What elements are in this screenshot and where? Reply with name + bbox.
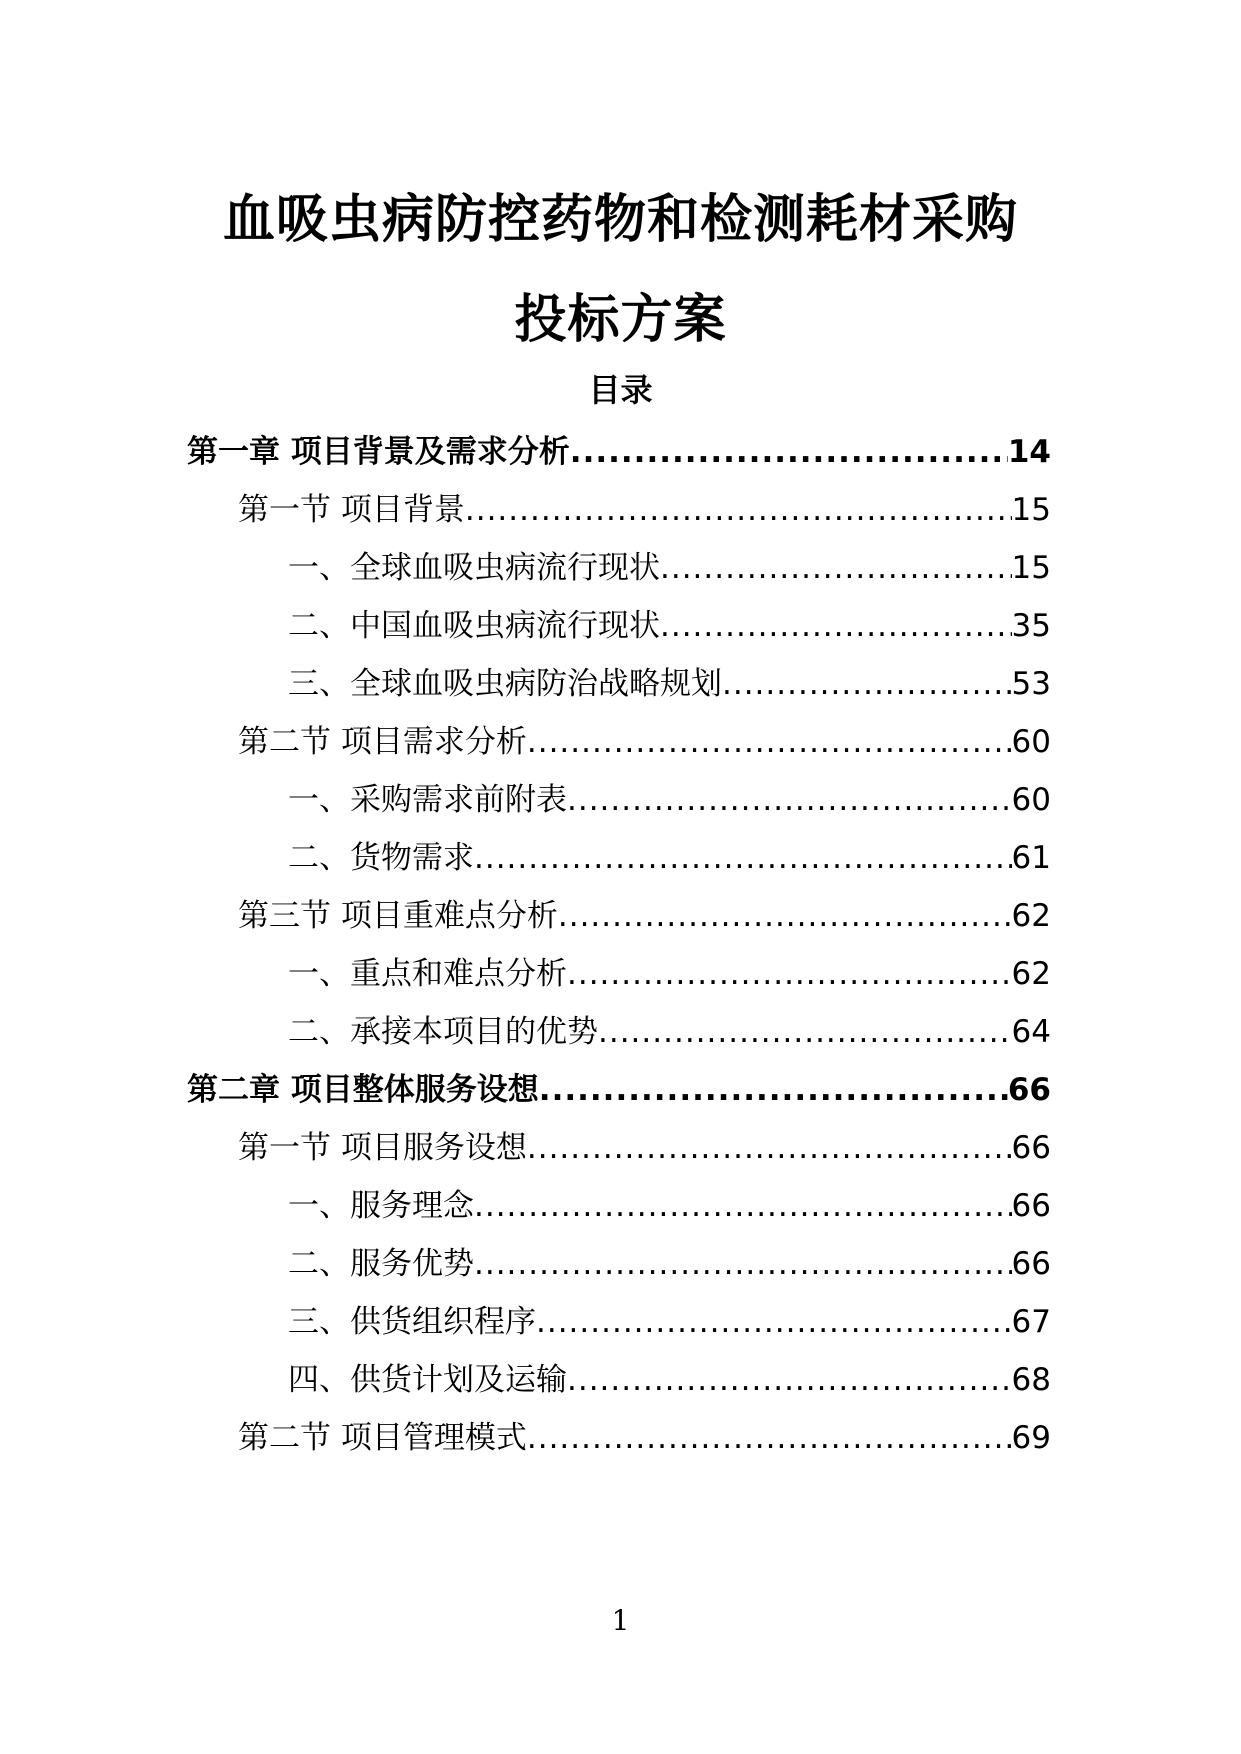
toc-entry-page: 62 bbox=[1011, 956, 1051, 992]
toc-entry-subsection[interactable] bbox=[288, 1354, 1051, 1404]
toc-entry-page: 14 bbox=[1007, 434, 1051, 470]
toc-entry-subsection[interactable] bbox=[288, 1296, 1051, 1346]
document-title-line-2: 投标方案 bbox=[514, 290, 727, 350]
toc-entry-subsection[interactable] bbox=[288, 1180, 1051, 1230]
toc-entry-page: 15 bbox=[1011, 550, 1051, 586]
toc-entry-label: 一、服务理念 bbox=[288, 1188, 474, 1224]
toc-heading: 目录 bbox=[588, 371, 653, 409]
toc-entry-label: 第三节 项目重难点分析 bbox=[238, 898, 558, 934]
toc-dot-leader bbox=[527, 1130, 1012, 1166]
toc-entry-label: 二、中国血吸虫病流行现状 bbox=[288, 608, 660, 644]
toc-entry-chapter[interactable] bbox=[187, 426, 1051, 476]
toc-entry-subsection[interactable] bbox=[288, 1238, 1051, 1288]
toc-entry-subsection[interactable] bbox=[288, 948, 1051, 998]
toc-dot-leader bbox=[527, 1420, 1012, 1456]
toc-dot-leader bbox=[570, 434, 1008, 470]
toc-entry-page: 60 bbox=[1011, 782, 1051, 818]
toc-dot-leader bbox=[722, 666, 1012, 702]
toc-entry-label: 三、全球血吸虫病防治战略规划 bbox=[288, 666, 722, 702]
toc-entry-label: 二、服务优势 bbox=[288, 1246, 474, 1282]
toc-entry-section[interactable] bbox=[238, 1412, 1051, 1462]
toc-dot-leader bbox=[660, 608, 1012, 644]
document-title-line-1: 血吸虫病防控药物和检测耗材采购 bbox=[222, 190, 1018, 250]
toc-entry-label: 第一章 项目背景及需求分析 bbox=[187, 434, 570, 470]
toc-entry-label: 三、供货组织程序 bbox=[288, 1304, 536, 1340]
toc-entry-subsection[interactable] bbox=[288, 600, 1051, 650]
toc-dot-leader bbox=[558, 898, 1012, 934]
toc-entry-label: 第一节 项目背景 bbox=[238, 492, 465, 528]
toc-entry-page: 35 bbox=[1011, 608, 1051, 644]
toc-entry-page: 66 bbox=[1011, 1246, 1051, 1282]
toc-entry-subsection[interactable] bbox=[288, 774, 1051, 824]
toc-entry-page: 68 bbox=[1011, 1362, 1051, 1398]
toc-entry-section[interactable] bbox=[238, 484, 1051, 534]
toc-dot-leader bbox=[567, 1362, 1012, 1398]
toc-entry-label: 一、全球血吸虫病流行现状 bbox=[288, 550, 660, 586]
toc-dot-leader bbox=[536, 1304, 1012, 1340]
toc-entry-page: 15 bbox=[1011, 492, 1051, 528]
toc-dot-leader bbox=[474, 1188, 1012, 1224]
toc-entry-page: 69 bbox=[1011, 1420, 1051, 1456]
toc-entry-section[interactable] bbox=[238, 1122, 1051, 1172]
toc-dot-leader bbox=[527, 724, 1012, 760]
toc-entry-page: 62 bbox=[1011, 898, 1051, 934]
toc-entry-section[interactable] bbox=[238, 890, 1051, 940]
toc-entry-page: 66 bbox=[1007, 1072, 1051, 1108]
toc-entry-subsection[interactable] bbox=[288, 542, 1051, 592]
toc-entry-label: 第二章 项目整体服务设想 bbox=[187, 1072, 539, 1108]
toc-dot-leader bbox=[474, 840, 1012, 876]
toc-entry-label: 第二节 项目需求分析 bbox=[238, 724, 527, 760]
toc-entry-page: 66 bbox=[1011, 1130, 1051, 1166]
toc-dot-leader bbox=[539, 1072, 1008, 1108]
toc-entry-label: 四、供货计划及运输 bbox=[288, 1362, 567, 1398]
page-number: 1 bbox=[611, 1604, 630, 1637]
toc-entry-section[interactable] bbox=[238, 716, 1051, 766]
toc-entry-label: 二、承接本项目的优势 bbox=[288, 1014, 598, 1050]
toc-entry-subsection[interactable] bbox=[288, 1006, 1051, 1056]
toc-dot-leader bbox=[567, 956, 1012, 992]
toc-entry-page: 64 bbox=[1011, 1014, 1051, 1050]
toc-entry-page: 53 bbox=[1011, 666, 1051, 702]
toc-dot-leader bbox=[567, 782, 1012, 818]
toc-entry-label: 第二节 项目管理模式 bbox=[238, 1420, 527, 1456]
toc-dot-leader bbox=[474, 1246, 1012, 1282]
toc-entry-label: 第一节 项目服务设想 bbox=[238, 1130, 527, 1166]
toc-entry-subsection[interactable] bbox=[288, 658, 1051, 708]
toc-entry-label: 一、重点和难点分析 bbox=[288, 956, 567, 992]
toc-entry-subsection[interactable] bbox=[288, 832, 1051, 882]
toc-entry-label: 二、货物需求 bbox=[288, 840, 474, 876]
toc-entry-label: 一、采购需求前附表 bbox=[288, 782, 567, 818]
toc-entry-page: 61 bbox=[1011, 840, 1051, 876]
toc-entry-page: 60 bbox=[1011, 724, 1051, 760]
toc-dot-leader bbox=[598, 1014, 1012, 1050]
toc-entry-chapter[interactable] bbox=[187, 1064, 1051, 1114]
toc-dot-leader bbox=[465, 492, 1012, 528]
toc-entry-page: 66 bbox=[1011, 1188, 1051, 1224]
toc-entry-page: 67 bbox=[1011, 1304, 1051, 1340]
toc-dot-leader bbox=[660, 550, 1012, 586]
